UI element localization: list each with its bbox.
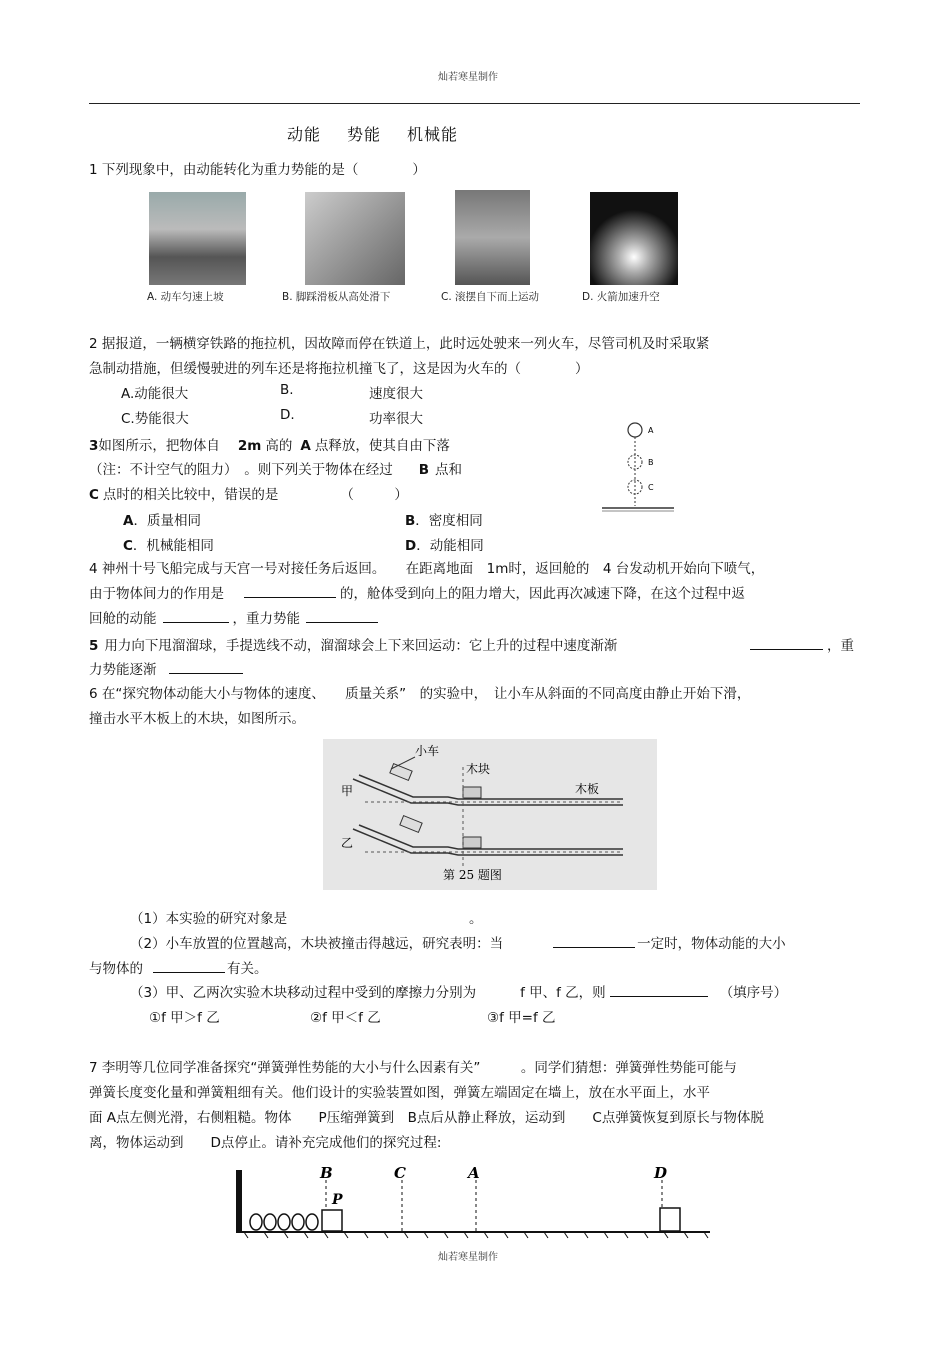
q6-sub-2-line-2 bbox=[89, 957, 268, 977]
page-header: 灿若寒星制作 bbox=[438, 72, 498, 83]
q7-fig-label-d: D bbox=[654, 1164, 668, 1182]
q4-blank-1[interactable] bbox=[244, 585, 336, 598]
q1-caption-d: D. 火箭加速升空 bbox=[582, 291, 660, 303]
q7-fig-label-p: P bbox=[332, 1192, 343, 1208]
title-word-2: 势能 bbox=[347, 125, 382, 144]
q3-line-2 bbox=[89, 458, 462, 478]
q3-paren: （ ） bbox=[340, 487, 408, 503]
q3-number: 3 bbox=[89, 438, 99, 454]
q5-text-1: 用力向下甩溜溜球，手提选线不动，溜溜球会上下来回运动：它上升的过程中速度渐渐 bbox=[104, 638, 618, 654]
q2-option-d-label: D. bbox=[280, 407, 295, 423]
q2-line-1: 2 据报道，一辆横穿铁路的拖拉机，因故障而停在铁道上，此时远处驶来一列火车，尽管司机及时采取紧 bbox=[89, 336, 710, 352]
q6-sub-2a: （2）小车放置的位置越高，木块被撞击得越远，研究表明：当 bbox=[130, 936, 504, 952]
q4-line-1: 4 神州十号飞船完成与天宫一号对接任务后返回。 在距离地面 1m时，返回舱的 4 台发动机开始向下喷气， bbox=[89, 561, 765, 577]
q4-text-3a: 回舱的动能 bbox=[89, 611, 157, 627]
q3-option-a-text: ．质量相同 bbox=[133, 513, 201, 529]
q7-fig-label-a: A bbox=[468, 1164, 480, 1182]
q1-stem: 1 下列现象中，由动能转化为重力势能的是（ ） bbox=[89, 162, 426, 178]
q5-line-2 bbox=[89, 658, 243, 678]
q3-point-a: A bbox=[300, 438, 311, 454]
q6-fig-board: 木板 bbox=[575, 782, 600, 796]
q6-fig-yi: 乙 bbox=[341, 836, 354, 850]
q6-blank-2[interactable] bbox=[153, 960, 225, 973]
q3-fig-label-c: C bbox=[648, 483, 654, 492]
q6-line-1: 6 在“探究物体动能大小与物体的速度、 质量关系” 的实验中， 让小车从斜面的不同高度由静止开始下滑， bbox=[89, 686, 751, 702]
q6-fig-block: 木块 bbox=[466, 762, 491, 776]
q1-image-a-train bbox=[149, 192, 246, 285]
q5-text-2: 力势能逐渐 bbox=[89, 662, 157, 678]
q6-blank-1[interactable] bbox=[553, 935, 635, 948]
q3-fig-label-a: A bbox=[648, 426, 654, 435]
q2-option-a: A.动能很大 bbox=[121, 386, 189, 402]
q5-blank-1[interactable] bbox=[750, 637, 823, 650]
q1-image-c-pendulum bbox=[455, 190, 530, 285]
q3-option-a bbox=[123, 509, 201, 529]
q4-blank-3[interactable] bbox=[306, 610, 378, 623]
q3-option-b-label: B bbox=[405, 513, 416, 529]
q3-point-b: B bbox=[418, 462, 430, 478]
title-word-3: 机械能 bbox=[407, 125, 459, 144]
q3-falling-object-figure bbox=[598, 418, 678, 514]
q3-option-d bbox=[405, 534, 484, 554]
q3-option-b bbox=[405, 509, 483, 529]
q1-caption-b: B. 脚踩滑板从高处滑下 bbox=[282, 291, 391, 303]
q4-line-3 bbox=[89, 607, 378, 627]
header-rule bbox=[89, 103, 860, 104]
title-word-1: 动能 bbox=[287, 125, 322, 144]
q6-incline-figure bbox=[323, 739, 657, 890]
q6-fig-jia: 甲 bbox=[341, 784, 354, 798]
q3-option-a-label: A bbox=[123, 513, 134, 529]
q7-spring-figure bbox=[234, 1162, 714, 1242]
q6-sub-3f: f 甲、f 乙，则 bbox=[520, 985, 606, 1001]
q4-line-2 bbox=[89, 582, 745, 602]
q6-fig-caption: 第 25 题图 bbox=[443, 868, 502, 882]
q3-line-3 bbox=[89, 483, 408, 503]
q3-fig-label-b: B bbox=[648, 458, 654, 467]
q6-blank-3[interactable] bbox=[610, 984, 708, 997]
q3-text-1: 如图所示，把物体自 bbox=[98, 438, 220, 454]
q3-option-c-label: C bbox=[123, 538, 133, 554]
q6-option-1: ①f 甲＞f 乙 bbox=[149, 1010, 220, 1026]
q3-line-1 bbox=[89, 434, 450, 454]
q7-fig-label-c: C bbox=[394, 1164, 406, 1182]
q6-option-2: ②f 甲＜f 乙 bbox=[310, 1010, 381, 1026]
q3-text-3: 点释放，使其自由下落 bbox=[314, 438, 450, 454]
q6-sub-3a: （3）甲、乙两次实验木块移动过程中受到的摩擦力分别为 bbox=[130, 985, 477, 1001]
q7-line-4: 离，物体运动到 D点停止。请补充完成他们的探究过程: bbox=[89, 1135, 442, 1151]
q5-number: 5 bbox=[89, 638, 99, 654]
q6-sub-3-end: （填序号） bbox=[719, 985, 788, 1001]
q3-option-d-text: ．动能相同 bbox=[416, 538, 484, 554]
q3-option-c-text: ．机械能相同 bbox=[132, 538, 214, 554]
q2-line-2: 急制动措施，但缓慢驶进的列车还是将拖拉机撞飞了，这是因为火车的（ ） bbox=[89, 361, 589, 377]
q3-option-d-label: D bbox=[405, 538, 417, 554]
q6-sub-3 bbox=[130, 981, 787, 1001]
q3-option-c bbox=[123, 534, 214, 554]
q6-sub-1: （1）本实验的研究对象是 bbox=[130, 911, 288, 927]
q2-option-b-text: 速度很大 bbox=[369, 386, 423, 402]
page-title bbox=[287, 122, 484, 145]
q5-text-1-end: ，重 bbox=[827, 638, 854, 654]
q6-line-2: 撞击水平木板上的木块，如图所示。 bbox=[89, 711, 305, 727]
q4-blank-2[interactable] bbox=[163, 610, 229, 623]
q7-line-1: 7 李明等几位同学准备探究“弹簧弹性势能的大小与什么因素有关” 。同学们猜想：弹簧弹性势能可能与 bbox=[89, 1060, 737, 1076]
page-footer: 灿若寒星制作 bbox=[438, 1252, 498, 1263]
q3-text-5: 点和 bbox=[435, 462, 463, 478]
q1-image-b-skateboard bbox=[305, 192, 405, 285]
q7-line-2: 弹簧长度变化量和弹簧粗细有关。他们设计的实验装置如图，弹簧左端固定在墙上，放在水平面上，水平 bbox=[89, 1085, 710, 1101]
q2-option-d-text: 功率很大 bbox=[369, 411, 423, 427]
q3-point-c: C bbox=[89, 487, 99, 503]
q3-option-b-text: ．密度相同 bbox=[415, 513, 483, 529]
q1-caption-c: C. 滚摆自下而上运动 bbox=[441, 291, 540, 303]
q2-option-b-label: B. bbox=[280, 382, 294, 398]
q1-image-d-rocket bbox=[590, 192, 678, 285]
q6-sub-2c: 与物体的 bbox=[89, 961, 143, 977]
q5-blank-2[interactable] bbox=[169, 661, 243, 674]
q4-text-2b: 的，舱体受到向上的阻力增大，因此再次减速下降，在这个过程中返 bbox=[340, 586, 745, 602]
q6-sub-2b: 一定时，物体动能的大小 bbox=[637, 936, 786, 952]
q4-text-3b: ，重力势能 bbox=[232, 611, 300, 627]
q3-text-4: （注：不计空气的阻力） 。则下列关于物体在经过 bbox=[89, 462, 393, 478]
q6-fig-car: 小车 bbox=[415, 744, 440, 758]
q5-line-1 bbox=[89, 634, 617, 654]
q3-text-2: 高的 bbox=[265, 438, 293, 454]
q6-sub-2 bbox=[130, 932, 786, 952]
q4-text-2a: 由于物体间力的作用是 bbox=[89, 586, 224, 602]
q6-sub-2d: 有关。 bbox=[227, 961, 268, 977]
q6-sub-1-end: 。 bbox=[469, 911, 483, 927]
q6-option-3: ③f 甲=f 乙 bbox=[487, 1010, 556, 1026]
q1-caption-a: A. 动车匀速上坡 bbox=[147, 291, 224, 303]
q3-text-6: 点时的相关比较中，错误的是 bbox=[102, 487, 279, 503]
q7-fig-label-b: B bbox=[320, 1164, 333, 1182]
q7-line-3: 面 A点左侧光滑，右侧粗糙。物体 P压缩弹簧到 B点后从静止释放，运动到 C点弹簧恢复到原长与物体脱 bbox=[89, 1110, 764, 1126]
q2-option-c: C.势能很大 bbox=[121, 411, 189, 427]
q3-height: 2m bbox=[237, 438, 262, 454]
